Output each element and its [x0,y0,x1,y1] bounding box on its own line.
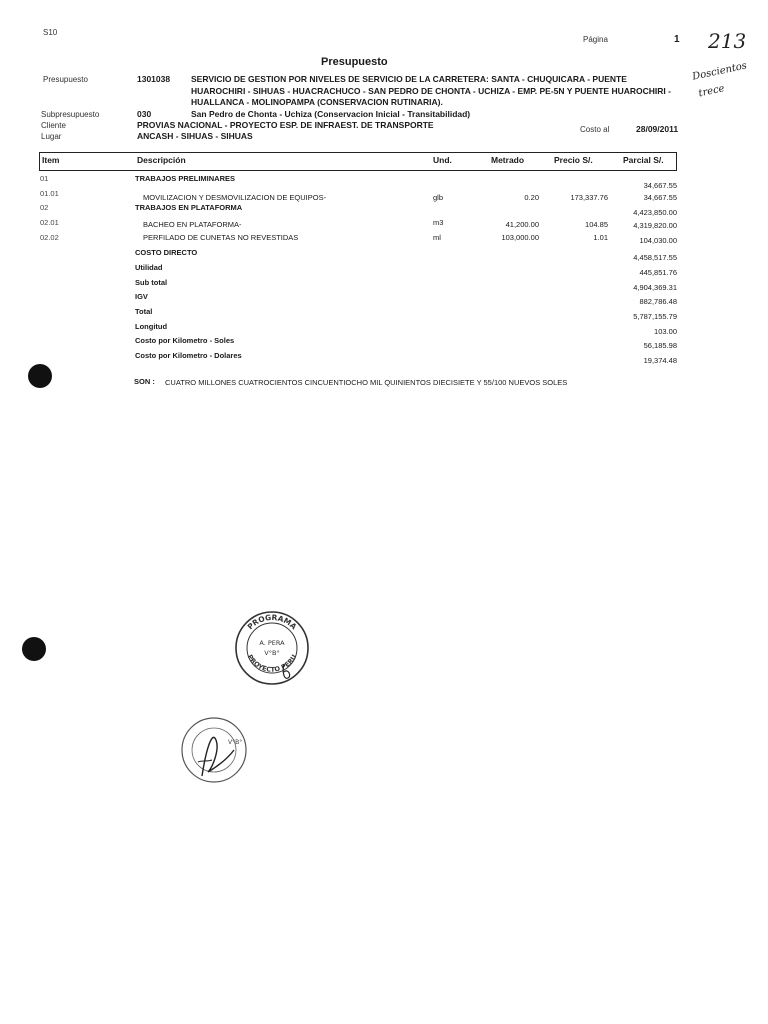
col-item-header: Item [42,155,60,165]
summary-label: Longitud [135,322,168,331]
summary-value: 103.00 [654,327,677,336]
punch-hole [28,364,52,388]
handwritten-note-1: Doscientos [691,60,748,83]
stamp1-name: A. PERA [259,639,285,647]
cliente-label: Cliente [41,121,66,130]
row-description: TRABAJOS EN PLATAFORMA [135,203,243,212]
table-row [0,174,768,190]
handwritten-note-2: trece [697,83,726,100]
project-line-3: HUALLANCA - MOLINOPAMPA (CONSERVACION RUTINARIA). [191,97,443,107]
row-metrado: 0.20 [524,193,539,202]
row-parcial: 34,667.55 [643,193,677,202]
presupuesto-label: Presupuesto [43,75,88,84]
summary-value: 56,185.98 [643,341,677,350]
row-item: 02 [40,203,49,212]
row-item: 01 [40,174,49,183]
row-item: 02.02 [40,233,59,242]
table-row [0,233,768,245]
summary-row [0,278,768,290]
summary-row [0,263,768,275]
stamp1-top-text: PROGRAMA [245,612,299,632]
col-precio-header: Precio S/. [554,155,593,165]
svg-text:PROGRAMA [246,613,299,632]
punch-hole [22,637,46,661]
col-descripcion-header: Descripción [137,155,186,165]
summary-label: IGV [135,292,148,301]
summary-label: Sub total [135,278,168,287]
summary-label: Utilidad [135,263,163,272]
presupuesto-code: 1301038 [137,74,171,84]
stamp1-vb: V°B° [264,649,280,657]
summary-row [0,248,768,260]
row-metrado: 103,000.00 [501,233,539,242]
row-unit: glb [433,193,444,202]
col-parcial-header: Parcial S/. [623,155,664,165]
summary-row [0,351,768,363]
page-label: Página [583,35,608,44]
approval-stamp [172,710,256,790]
row-parcial: 34,667.55 [643,181,677,190]
stamp1-bottom-text: PROYECTO PERU [245,653,299,674]
row-precio: 1.01 [593,233,608,242]
row-unit: m3 [433,218,444,227]
son-text: CUATRO MILLONES CUATROCIENTOS CINCUENTIOCHO MIL QUINIENTOS DIECISIETE Y 55/100 NUEVOS SOLES [165,378,568,387]
document-title: Presupuesto [321,56,388,68]
summary-label: COSTO DIRECTO [135,248,198,257]
row-metrado: 41,200.00 [505,220,539,229]
row-parcial: 4,423,850.00 [633,208,677,217]
row-precio: 173,337.76 [570,193,608,202]
report-code: S10 [43,28,58,37]
col-und-header: Und. [433,155,452,165]
handwritten-annotation [690,28,768,100]
table-row [0,203,768,215]
page-number: 1 [674,34,680,45]
project-line-2: HUAROCHIRI - SIHUAS - HUACRACHUCO - SAN PEDRO DE CHONTA - UCHIZA - EMP. PE-5N Y PUENTE HUAROCHIRI - [191,86,671,96]
row-precio: 104.85 [585,220,608,229]
row-item: 02.01 [40,218,59,227]
row-description: BACHEO EN PLATAFORMA- [143,220,242,229]
summary-value: 4,904,369.31 [633,283,677,292]
row-item: 01.01 [40,189,59,198]
summary-label: Costo por Kilometro - Soles [135,336,235,345]
program-stamp [232,608,312,688]
summary-value: 4,458,517.55 [633,253,677,262]
summary-value: 445,851.76 [639,268,677,277]
row-description: TRABAJOS PRELIMINARES [135,174,236,183]
summary-value: 882,786.48 [639,297,677,306]
summary-row [0,322,768,334]
costo-al-label: Costo al [580,125,610,134]
row-parcial: 4,319,820.00 [633,221,677,230]
project-line-1: SERVICIO DE GESTION POR NIVELES DE SERVICIO DE LA CARRETERA: SANTA - CHUQUICARA - PUENTE [191,74,627,84]
stamp2-text: V°B° [228,739,243,746]
row-parcial: 104,030.00 [639,236,677,245]
summary-row [0,292,768,304]
subpresupuesto-label: Subpresupuesto [41,110,100,119]
table-row [0,218,768,230]
summary-label: Total [135,307,153,316]
son-label: SON : [134,377,155,386]
row-unit: ml [433,233,441,242]
summary-row [0,307,768,319]
summary-value: 19,374.48 [643,356,677,365]
lugar-value: ANCASH - SIHUAS - SIHUAS [137,131,253,141]
table-row [0,189,768,201]
lugar-label: Lugar [41,132,62,141]
cliente-value: PROVIAS NACIONAL - PROYECTO ESP. DE INFRAEST. DE TRANSPORTE [137,120,434,130]
subpresupuesto-code: 030 [137,109,152,119]
row-description: MOVILIZACION Y DESMOVILIZACION DE EQUIPOS- [143,193,327,202]
costo-al-date: 28/09/2011 [636,124,679,134]
summary-label: Costo por Kilometro - Dolares [135,351,242,360]
col-metrado-header: Metrado [491,155,525,165]
subpresupuesto-name: San Pedro de Chonta - Uchiza (Conservacion Inicial - Transitabilidad) [191,109,471,119]
summary-value: 5,787,155.79 [633,312,677,321]
handwritten-number: 213 [708,29,747,53]
row-description: PERFILADO DE CUNETAS NO REVESTIDAS [143,233,299,242]
summary-row [0,336,768,348]
